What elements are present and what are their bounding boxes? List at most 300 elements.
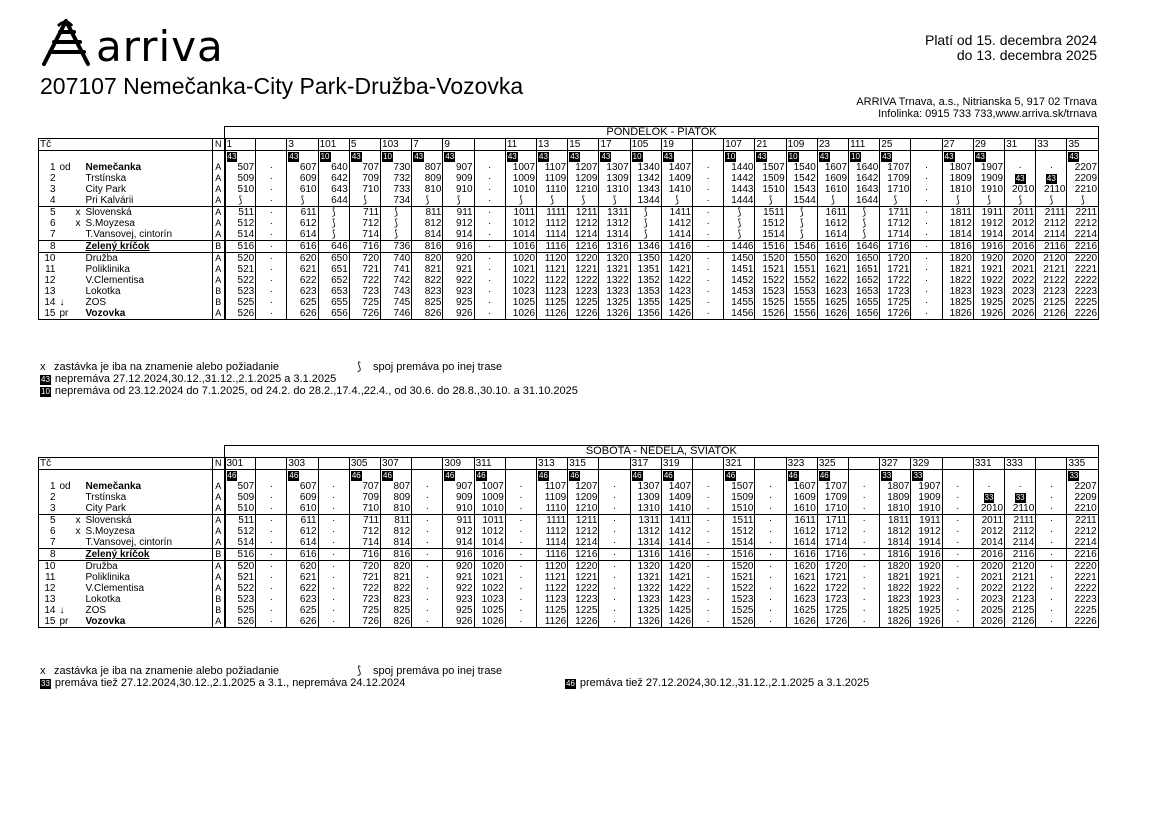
departure-time: 1912 (911, 526, 942, 537)
departure-time: 807 (412, 162, 443, 173)
departure-time: 920 (443, 253, 474, 265)
departure-time: 1810 (942, 184, 973, 195)
request-stop-mark: x (75, 526, 81, 537)
departure-time: 1812 (880, 526, 911, 537)
departure-time: 510 (225, 184, 256, 195)
departure-time: 1551 (786, 264, 817, 275)
stop-od-marker (59, 594, 75, 605)
departure-time: 1555 (786, 297, 817, 308)
departure-time: ⟆ (630, 229, 661, 241)
departure-time: 1207 (568, 481, 599, 492)
stop-od-marker: ↓ (59, 297, 65, 308)
departure-time: · (755, 594, 786, 605)
departure-time: 1623 (786, 594, 817, 605)
departure-time: 2111 (1036, 207, 1067, 219)
departure-time: · (256, 616, 287, 628)
departure-time: 2221 (1067, 572, 1098, 583)
departure-time: 1309 (599, 173, 630, 184)
departure-time: · (1036, 537, 1067, 549)
departure-time: ⟆ (1067, 195, 1099, 207)
departure-time: 510 (225, 503, 256, 515)
departure-time: 2223 (1067, 594, 1098, 605)
departure-time: 1411 (661, 207, 692, 219)
departure-time: 1326 (630, 616, 661, 628)
departure-time: · (505, 594, 536, 605)
departure-time: 1014 (505, 229, 536, 241)
departure-time: 1352 (630, 275, 661, 286)
zone: A (213, 481, 225, 492)
departure-time: 720 (349, 561, 380, 573)
departure-time: 1126 (537, 616, 568, 628)
departure-time: 1920 (911, 561, 942, 573)
departure-time: 1816 (880, 549, 911, 561)
trip-badge: 10 (851, 152, 860, 161)
departure-time: ⟆ (942, 195, 973, 207)
stop-index: 14 (39, 297, 59, 308)
departure-time: · (693, 297, 724, 308)
departure-time: 1621 (786, 572, 817, 583)
table-row (39, 308, 1099, 320)
departure-time: 1443 (724, 184, 755, 195)
departure-time: 2123 (1036, 286, 1067, 297)
stop-index: 7 (39, 537, 59, 549)
departure-time: 1720 (880, 253, 911, 265)
departure-time: 742 (381, 275, 412, 286)
departure-time: 1014 (474, 537, 505, 549)
departure-time: · (1036, 572, 1067, 583)
departure-time: · (911, 195, 942, 207)
stop-name-cell (75, 297, 213, 308)
departure-time: · (505, 503, 536, 515)
departure-time: · (693, 481, 724, 492)
departure-time: ⟆ (880, 195, 911, 207)
zone: A (213, 503, 225, 515)
departure-time: · (1036, 162, 1067, 173)
table-row (39, 275, 1099, 286)
departure-time: 722 (349, 583, 380, 594)
departure-time: · (412, 561, 443, 573)
departure-time: 1812 (942, 218, 973, 229)
stop-name-cell (75, 162, 213, 173)
departure-time: · (505, 526, 536, 537)
trip-number (942, 458, 973, 470)
note-43: 43 nepremáva 27.12.2024,30.12.,31.12.,2.1.2025 a 3.1.2025 (41, 373, 337, 385)
stop-od-marker (59, 218, 75, 229)
departure-time: · (474, 241, 505, 253)
departure-time: 1807 (942, 162, 973, 173)
departure-time: 1025 (505, 297, 536, 308)
departure-time: ⟆ (537, 195, 568, 207)
departure-time: 1010 (474, 503, 505, 515)
departure-time: 746 (381, 308, 412, 320)
departure-time: 1220 (568, 253, 599, 265)
departure-time: 1222 (568, 275, 599, 286)
departure-time: 1925 (911, 605, 942, 616)
departure-time: 516 (225, 549, 256, 561)
departure-time: 1407 (661, 162, 692, 173)
zone: B (213, 549, 225, 561)
departure-time: · (693, 537, 724, 549)
zone: A (213, 537, 225, 549)
departure-time: 621 (287, 572, 318, 583)
departure-time: 625 (287, 605, 318, 616)
departure-time: · (256, 481, 287, 492)
stop-od-marker: od (59, 162, 71, 173)
departure-time: 723 (349, 286, 380, 297)
departure-time: ⟆ (225, 195, 256, 207)
zone: A (213, 229, 225, 241)
departure-time: 707 (349, 162, 380, 173)
departure-time: · (599, 561, 630, 573)
departure-time: · (599, 515, 630, 527)
departure-time: 1610 (817, 184, 848, 195)
stop-name: City Park (85, 503, 127, 514)
departure-time: · (693, 184, 724, 195)
trip-badge: 43 (757, 152, 767, 161)
stop-od-marker (59, 229, 75, 241)
departure-time: · (256, 308, 287, 320)
departure-time: 1825 (942, 297, 973, 308)
stop-od-marker (59, 503, 75, 515)
departure-time: 1914 (911, 537, 942, 549)
departure-time: 1311 (599, 207, 630, 219)
departure-time: ⟆ (599, 195, 630, 207)
departure-time: 1923 (973, 286, 1004, 297)
departure-time: 2122 (1036, 275, 1067, 286)
table-row (39, 241, 1099, 253)
departure-time: · (693, 275, 724, 286)
trip-number: 33 (1036, 139, 1067, 151)
departure-time: 1022 (505, 275, 536, 286)
departure-time: 1726 (880, 308, 911, 320)
trip-badge: 10 (726, 152, 736, 161)
departure-time: 2207 (1067, 481, 1098, 492)
stop-name-cell (75, 515, 213, 527)
departure-time: 712 (349, 526, 380, 537)
stop-name: Nemečanka (85, 481, 142, 492)
departure-time: · (911, 297, 942, 308)
departure-time: 1552 (786, 275, 817, 286)
departure-time: 1121 (537, 572, 568, 583)
departure-time: 1121 (537, 264, 568, 275)
departure-time: 1223 (568, 594, 599, 605)
departure-time: 1321 (630, 572, 661, 583)
departure-time: · (911, 229, 942, 241)
departure-time: 1107 (537, 481, 568, 492)
trip-number: 105 (630, 139, 661, 151)
departure-time: · (755, 549, 786, 561)
departure-time: · (318, 572, 349, 583)
departure-time: · (318, 492, 349, 503)
stop-index: 11 (39, 572, 59, 583)
departure-time: 1026 (474, 616, 505, 628)
departure-time: · (693, 264, 724, 275)
departure-time: · (256, 184, 287, 195)
trip-number: 103 (381, 139, 412, 151)
departure-time: 1710 (817, 503, 848, 515)
departure-time: 2026 (973, 616, 1004, 628)
stop-od-marker (59, 241, 75, 253)
departure-time: ⟆ (661, 195, 692, 207)
trip-badge: 46 (570, 471, 580, 480)
departure-time: 1714 (880, 229, 911, 241)
stop-index: 8 (39, 549, 59, 561)
stop-name: S.Moyzesa (85, 218, 135, 229)
stop-index: 10 (39, 253, 59, 265)
departure-time: ⟆ (786, 207, 817, 219)
departure-time: 714 (349, 229, 380, 241)
departure-time: · (318, 481, 349, 492)
day-label: SOBOTA - NEDELA, SVIATOK (225, 446, 1099, 458)
departure-time: · (412, 526, 443, 537)
departure-time: 1509 (724, 492, 755, 503)
departure-time: · (849, 537, 880, 549)
stop-name: Pri Kalvárii (85, 195, 134, 206)
departure-time: 1643 (849, 184, 880, 195)
departure-time: · (318, 605, 349, 616)
departure-time: 652 (318, 275, 349, 286)
departure-time: 1826 (942, 308, 973, 320)
departure-time: · (1036, 549, 1067, 561)
departure-time: 1912 (973, 218, 1004, 229)
departure-time: 922 (443, 275, 474, 286)
stop-name: ŽOS (85, 605, 107, 616)
trip-badge: 43 (289, 152, 299, 161)
departure-time: · (942, 526, 973, 537)
trip-badge: 33 (1015, 493, 1025, 502)
zone: A (213, 583, 225, 594)
table-row (39, 195, 1099, 207)
skip-icon: ⟆ (357, 361, 362, 373)
stop-name-cell (75, 286, 213, 297)
departure-time: 1609 (786, 492, 817, 503)
departure-time: 609 (287, 492, 318, 503)
stop-name: Trstínska (85, 492, 127, 503)
departure-time: · (505, 561, 536, 573)
departure-time: 2025 (973, 605, 1004, 616)
trip-number: 7 (412, 139, 443, 151)
trip-number (256, 458, 287, 470)
departure-time: · (599, 481, 630, 492)
stop-name-cell (75, 594, 213, 605)
zone: A (213, 173, 225, 184)
departure-time: · (1036, 561, 1067, 573)
departure-time: 1211 (568, 207, 599, 219)
stop-name: Poliklinika (85, 264, 130, 275)
departure-time: 1420 (661, 253, 692, 265)
departure-time: 1626 (817, 308, 848, 320)
departure-time: 1526 (724, 616, 755, 628)
departure-time: · (599, 616, 630, 628)
departure-time: 926 (443, 308, 474, 320)
departure-time: ⟆ (849, 229, 880, 241)
stop-name-cell (75, 184, 213, 195)
departure-time: 1814 (880, 537, 911, 549)
departure-time: 514 (225, 537, 256, 549)
departure-time: 910 (443, 184, 474, 195)
weekday-timetable (38, 126, 1099, 320)
departure-time: · (256, 515, 287, 527)
departure-time: 1221 (568, 572, 599, 583)
stop-name-cell (75, 275, 213, 286)
zone: A (213, 207, 225, 219)
departure-time: 1914 (973, 229, 1004, 241)
departure-time: 1616 (817, 241, 848, 253)
trip-badge: 43 (227, 152, 237, 161)
departure-time: 1809 (942, 173, 973, 184)
departure-time: 507 (225, 481, 256, 492)
departure-time: 1540 (786, 162, 817, 173)
departure-time: · (693, 515, 724, 527)
departure-time: 907 (443, 162, 474, 173)
departure-time: 1442 (724, 173, 755, 184)
departure-time: 1216 (568, 241, 599, 253)
stop-index: 6 (39, 526, 59, 537)
departure-time: · (599, 503, 630, 515)
departure-time: 2126 (1036, 308, 1067, 320)
departure-time: · (318, 561, 349, 573)
departure-time: 809 (412, 173, 443, 184)
trip-number: 23 (817, 139, 848, 151)
stop-name: Zelený kríčok (85, 549, 150, 560)
departure-time: 922 (443, 583, 474, 594)
departure-time: 525 (225, 297, 256, 308)
departure-time: 807 (381, 481, 412, 492)
trip-number: 109 (786, 139, 817, 151)
trip-badge: 43 (1069, 152, 1079, 161)
departure-time (1005, 173, 1036, 184)
departure-time: 814 (381, 537, 412, 549)
departure-time: 653 (318, 286, 349, 297)
table-row (39, 286, 1099, 297)
departure-time: · (693, 162, 724, 173)
departure-time: 1925 (973, 297, 1004, 308)
departure-time: 741 (381, 264, 412, 275)
departure-time: 1120 (537, 253, 568, 265)
zone: A (213, 616, 225, 628)
departure-time: 1652 (849, 275, 880, 286)
departure-time: 1542 (786, 173, 817, 184)
departure-time: 1355 (630, 297, 661, 308)
departure-time: 1222 (568, 583, 599, 594)
departure-time: 2016 (1005, 241, 1036, 253)
departure-time: · (693, 616, 724, 628)
departure-time: · (942, 537, 973, 549)
departure-time: · (256, 195, 287, 207)
stop-index: 12 (39, 583, 59, 594)
departure-time: · (755, 515, 786, 527)
departure-time: 822 (412, 275, 443, 286)
departure-time: 1310 (599, 184, 630, 195)
departure-time: 816 (412, 241, 443, 253)
departure-time: 1114 (537, 229, 568, 241)
stop-od-marker (59, 253, 75, 265)
departure-time: · (256, 537, 287, 549)
departure-time: 1220 (568, 561, 599, 573)
departure-time: 2014 (1005, 229, 1036, 241)
departure-time: 1320 (630, 561, 661, 573)
departure-time: 1522 (724, 583, 755, 594)
departure-time: 809 (381, 492, 412, 503)
departure-time: 1120 (537, 561, 568, 573)
departure-time: 2021 (973, 572, 1004, 583)
stop-name-cell (75, 503, 213, 515)
departure-time: 1716 (880, 241, 911, 253)
departure-time: · (755, 537, 786, 549)
departure-time: 1512 (755, 218, 786, 229)
departure-time: ⟆ (287, 195, 318, 207)
departure-time: 514 (225, 229, 256, 241)
departure-time: · (599, 537, 630, 549)
departure-time: 1514 (755, 229, 786, 241)
departure-time: 621 (287, 264, 318, 275)
trip-number: 305 (349, 458, 380, 470)
departure-time: · (942, 572, 973, 583)
departure-time: 1823 (942, 286, 973, 297)
stop-name-cell (75, 561, 213, 573)
departure-time: · (693, 492, 724, 503)
departure-time: · (911, 275, 942, 286)
stop-name: V.Clementisa (85, 583, 145, 594)
departure-time: 1322 (630, 583, 661, 594)
departure-time: 2209 (1067, 173, 1099, 184)
departure-time: 723 (349, 594, 380, 605)
departure-time: 1509 (755, 173, 786, 184)
stop-name-cell (75, 572, 213, 583)
departure-time: 1314 (630, 537, 661, 549)
departure-time: · (474, 195, 505, 207)
weekend-notes (40, 665, 1100, 689)
departure-time: 626 (287, 308, 318, 320)
trip-badge: 46 (663, 471, 673, 480)
stop-name: T.Vansovej, cintorín (85, 229, 173, 240)
stop-name: Trstínska (85, 173, 127, 184)
departure-time: 1111 (537, 207, 568, 219)
departure-time: 1709 (880, 173, 911, 184)
departure-time: · (1036, 492, 1067, 503)
departure-time: 1911 (973, 207, 1004, 219)
departure-time: 1721 (880, 264, 911, 275)
departure-time: 523 (225, 594, 256, 605)
departure-time: · (849, 549, 880, 561)
departure-time: 1209 (568, 173, 599, 184)
departure-time: 640 (318, 162, 349, 173)
trip-number: 17 (599, 139, 630, 151)
stop-index: 5 (39, 207, 59, 219)
departure-time: 1414 (661, 537, 692, 549)
request-stop-mark: x (75, 515, 81, 526)
note-33-46: 33 premáva tiež 27.12.2024,30.12.,2.1.2025 a 3.1., nepremáva 24.12.2024 46 premáva tiež 27.12.2024,30.12.,31.12.,2.1.2025 a 3.1.2025 (41, 677, 870, 689)
departure-time: · (942, 561, 973, 573)
departure-time: · (256, 492, 287, 503)
departure-time: 1722 (817, 583, 848, 594)
departure-time: 2207 (1067, 162, 1099, 173)
departure-time: 1621 (817, 264, 848, 275)
departure-time: 1325 (599, 297, 630, 308)
stop-index: 11 (39, 264, 59, 275)
departure-time: · (505, 616, 536, 628)
trip-badge: 33 (1069, 471, 1079, 480)
departure-time: 2220 (1067, 253, 1099, 265)
departure-time: ⟆ (630, 218, 661, 229)
departure-time: 1016 (474, 549, 505, 561)
departure-time: 2020 (973, 561, 1004, 573)
departure-time: · (599, 526, 630, 537)
departure-time: 1651 (849, 264, 880, 275)
departure-time: 610 (287, 503, 318, 515)
departure-time: 1423 (661, 286, 692, 297)
departure-time: · (256, 503, 287, 515)
